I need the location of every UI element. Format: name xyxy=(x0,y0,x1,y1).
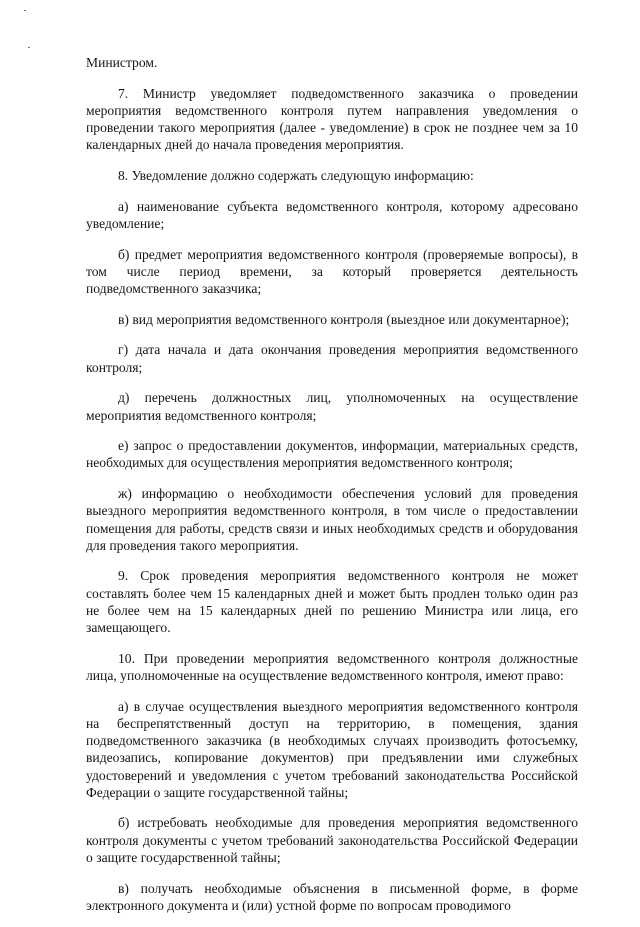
paragraph-subitem-v-rights: в) получать необходимые объяснения в письменной форме, в форме электронного документа и (или) устной форме по вопросам проводимого xyxy=(86,880,578,913)
paragraph-continuation: Министром. xyxy=(86,55,158,70)
paragraph-item-10: 10. При проведении мероприятия ведомственного контроля должностные лица, уполномоченные на осуществление ведомственного контроля, имеют право: xyxy=(86,650,578,683)
paragraph-subitem-d: д) перечень должностных лиц, уполномоченных на осуществление мероприятия ведомственного контроля; xyxy=(86,390,578,423)
paragraph-subitem-g: г) дата начала и дата окончания проведения мероприятия ведомственного контроля; xyxy=(86,342,578,375)
paragraph-subitem-b-rights: б) истребовать необходимые для проведения мероприятия ведомственного контроля документы с учетом требований законодательства Российской Федерации о защите государственной тайны; xyxy=(86,815,578,865)
paragraph-item-9: 9. Срок проведения мероприятия ведомственного контроля не может составлять более чем 15 календарных дней и может быть продлен только один раз не более чем на 15 календарных дней по решению Министра или лица, его замещающего. xyxy=(86,568,578,636)
document-body xyxy=(86,54,578,927)
scan-artifact-mark xyxy=(28,47,30,48)
paragraph-item-7: 7. Министр уведомляет подведомственного заказчика о проведении мероприятия ведомственного контроля путем направления уведомления о проведении такого мероприятия (далее - уведомление) в срок не позднее чем за 10 календарных дней до начала проведения мероприятия. xyxy=(86,85,578,153)
paragraph-subitem-e: е) запрос о предоставлении документов, информации, материальных средств, необходимых для осуществления мероприятия ведомственного контроля; xyxy=(86,438,578,471)
scan-artifact-mark xyxy=(24,10,26,11)
paragraph-subitem-a: а) наименование субъекта ведомственного контроля, которому адресовано уведомление; xyxy=(86,198,578,231)
paragraph-subitem-a-rights: а) в случае осуществления выездного мероприятия ведомственного контроля на беспрепятственный доступ на территорию, в помещения, здания подведомственного заказчика (в необходимых случаях производить фотосъемку, видеозапись, копирование документов) при предъявлении ими служебных удостоверений и уведомления с учетом требований законодательства Российской Федерации о защите государственной тайны; xyxy=(86,698,578,800)
paragraph-item-8: 8. Уведомление должно содержать следующую информацию: xyxy=(118,168,474,184)
paragraph-subitem-v: в) вид мероприятия ведомственного контроля (выездное или документарное); xyxy=(118,311,570,327)
paragraph-subitem-zh: ж) информацию о необходимости обеспечения условий для проведения выездного мероприятия ведомственного контроля, в том числе о предоставлении помещения для работы, средств связи и иных необходимых средств и оборудования для проведения такого мероприятия. xyxy=(86,486,578,553)
paragraph-subitem-b: б) предмет мероприятия ведомственного контроля (проверяемые вопросы), в том числе период времени, за который проверяется деятельность подведомственного заказчика; xyxy=(86,246,578,297)
